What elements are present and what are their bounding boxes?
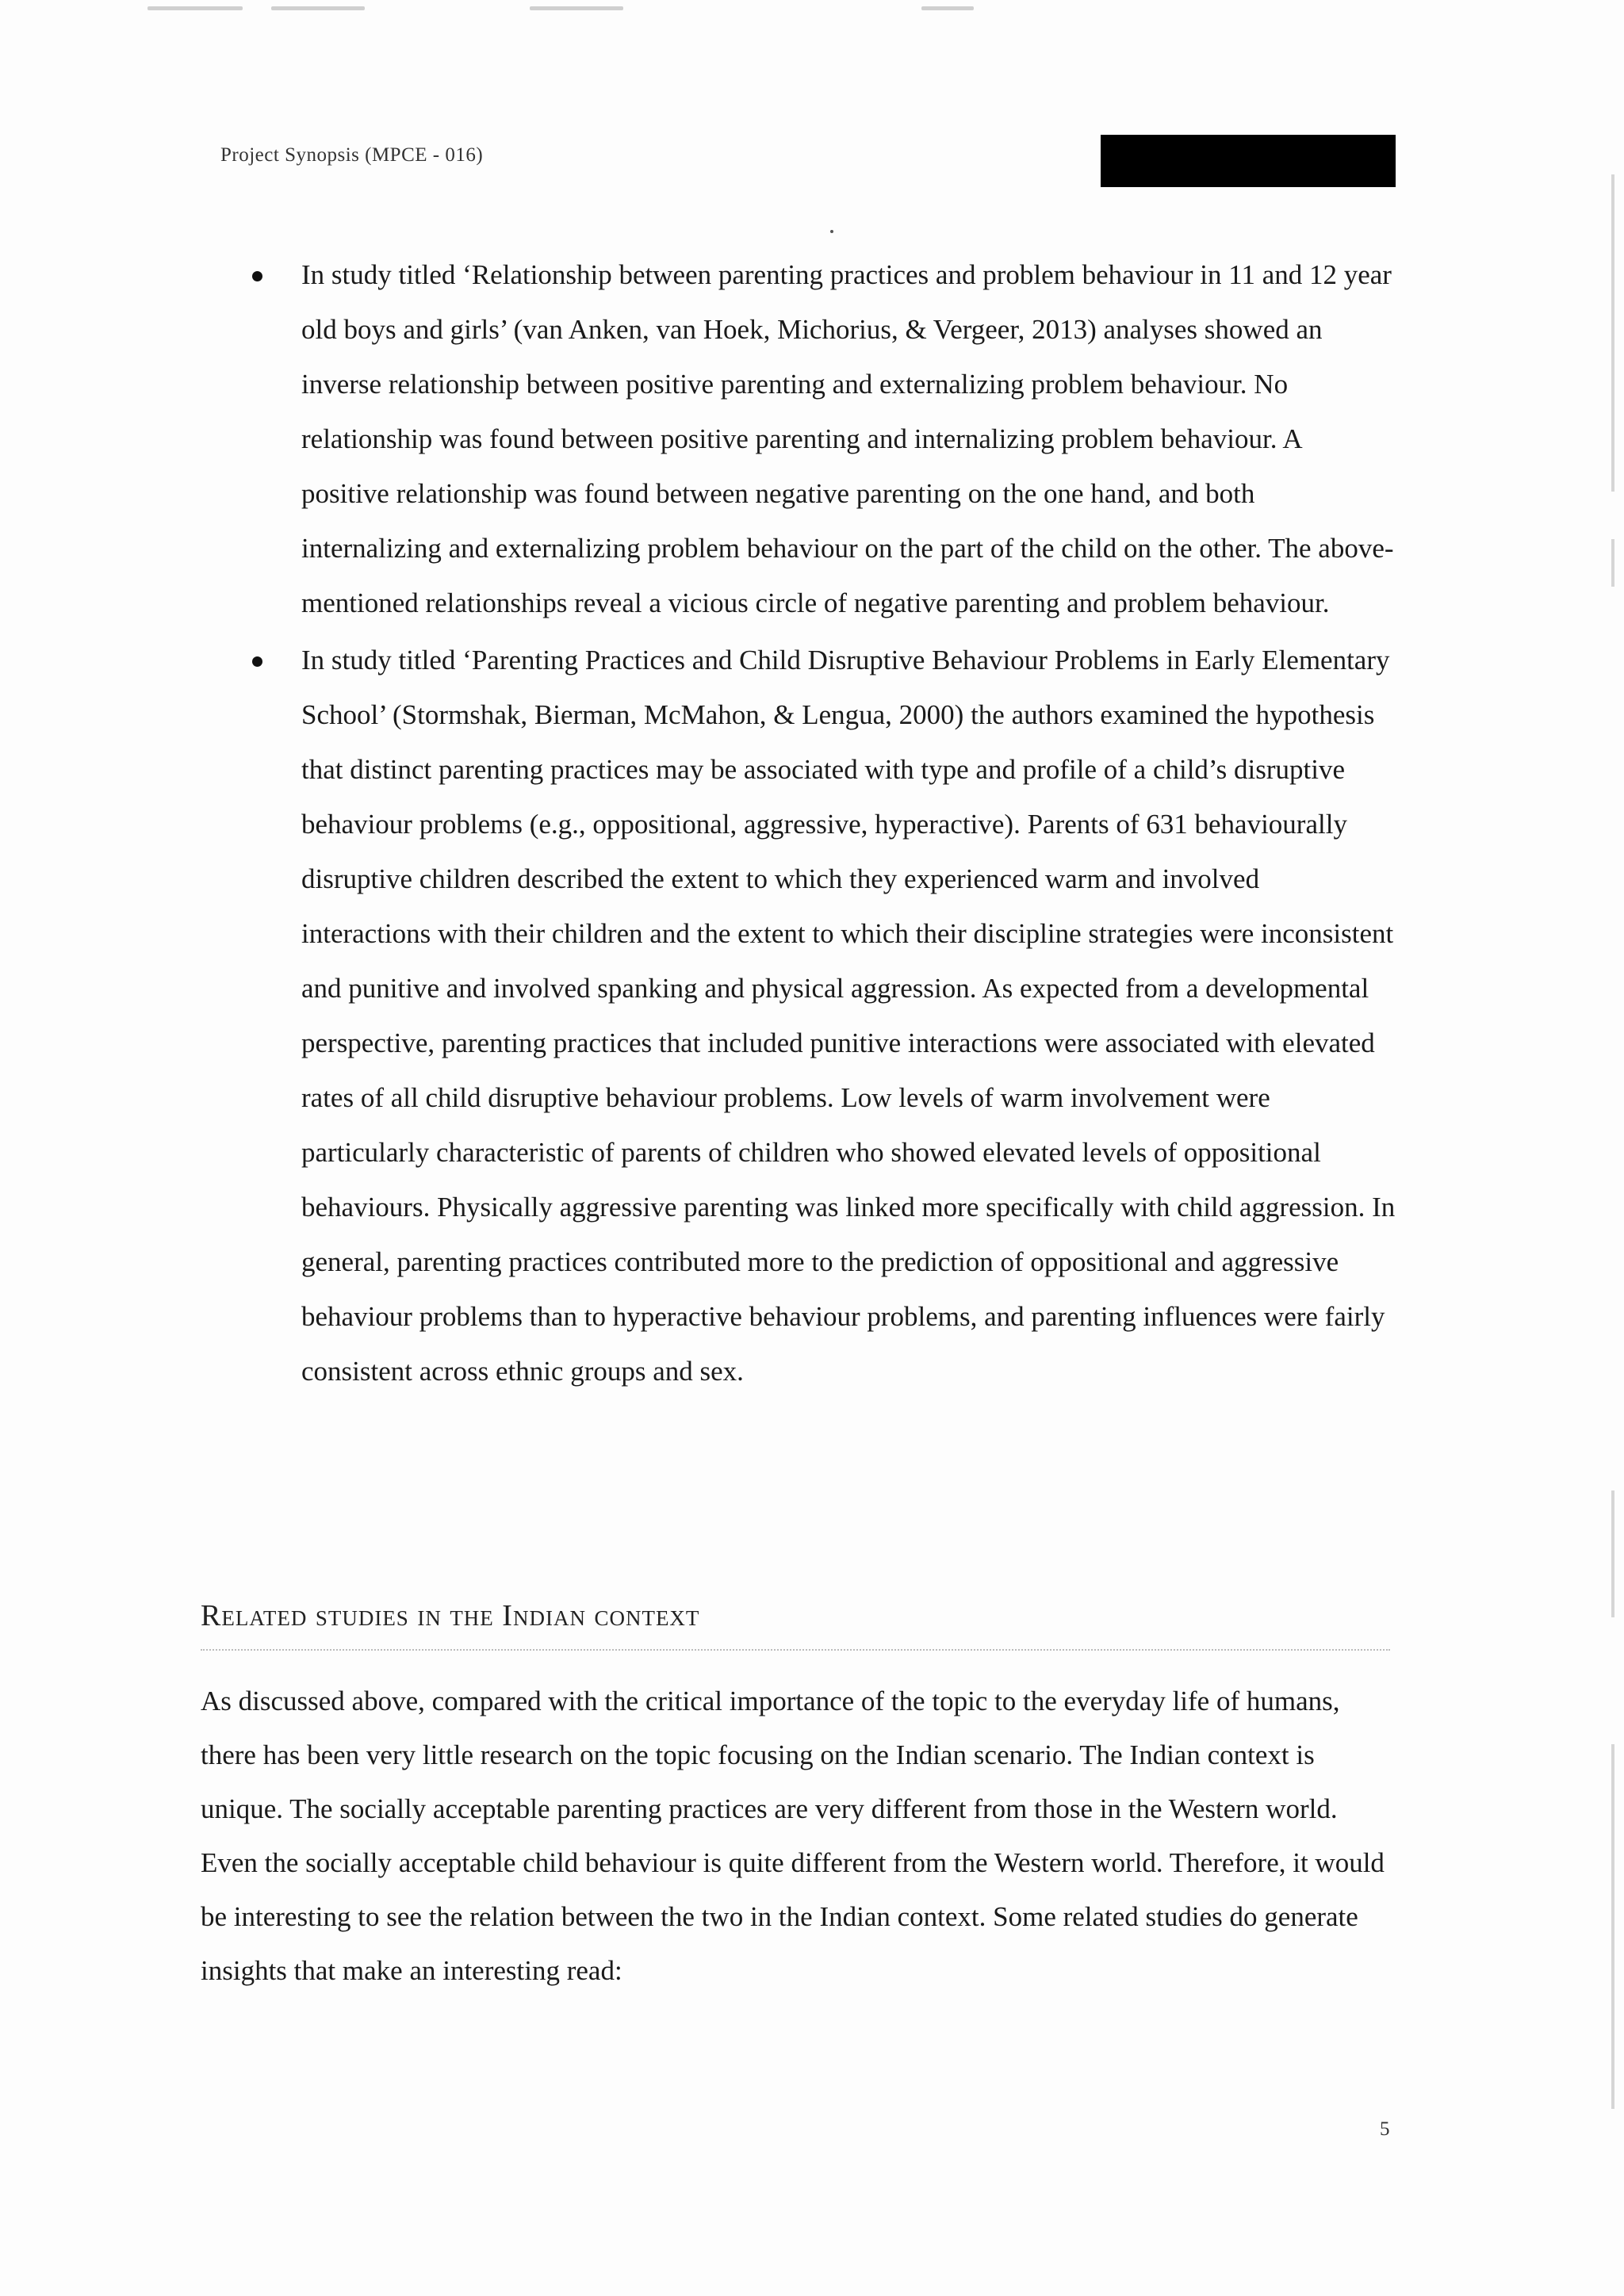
- scan-mark: [271, 6, 365, 10]
- section-heading: Related studies in the Indian context: [201, 1599, 700, 1632]
- bullet-list: [246, 247, 1396, 1401]
- bullet-icon: [252, 656, 262, 667]
- scan-edge-line: [1611, 1744, 1614, 2109]
- running-header: Project Synopsis (MPCE - 016): [220, 144, 484, 166]
- redaction-box: [1101, 135, 1396, 187]
- section-divider: [201, 1649, 1390, 1651]
- scan-mark: [530, 6, 623, 10]
- scan-edge-line: [1611, 539, 1614, 587]
- scan-speck: [830, 230, 833, 233]
- page-number: 5: [1380, 2118, 1390, 2140]
- scan-edge-line: [1611, 1490, 1614, 1617]
- bullet-icon: [252, 271, 262, 281]
- bullet-item: [246, 633, 1396, 1399]
- bullet-text: In study titled ‘Parenting Practices and Child Disruptive Behaviour Problems in Early Elementary School’ (Stormshak, Bierman, McMahon, & Lengua, 2000) the authors examined the hypothesis that distinct parenting practices may be associated with type and profile of a child’s disruptive behaviour problems (e.g., oppositional, aggressive, hyperactive). Parents of 631 behaviourally disruptive children described the extent to which they experienced warm and involved interactions with their children and the extent to which their discipline strategies were inconsistent and punitive and involved spanking and physical aggression. As expected from a developmental perspective, parenting practices that included punitive interactions were associated with elevated rates of all child disruptive behaviour problems. Low levels of warm involvement were particularly characteristic of parents of children who showed elevated levels of oppositional behaviours. Physically aggressive parenting was linked more specifically with child aggression. In general, parenting practices contributed more to the prediction of oppositional and aggressive behaviour problems than to hyperactive behaviour problems, and parenting influences were fairly consistent across ethnic groups and sex.: [301, 645, 1396, 1387]
- scan-mark: [921, 6, 974, 10]
- scan-mark: [147, 6, 243, 10]
- bullet-text: In study titled ‘Relationship between parenting practices and problem behaviour in 11 and 12 year old boys and girls’ (van Anken, van Hoek, Michorius, & Vergeer, 2013) analyses showed an inverse relationship between positive parenting and externalizing problem behaviour. No relationship was found between positive parenting and internalizing problem behaviour. A positive relationship was found between negative parenting on the one hand, and both internalizing and externalizing problem behaviour on the part of the child on the other. The above-mentioned relationships reveal a vicious circle of negative parenting and problem behaviour.: [301, 259, 1394, 618]
- scan-edge-line: [1611, 174, 1614, 492]
- body-paragraph: As discussed above, compared with the critical importance of the topic to the everyday life of humans, there has been very little research on the topic focusing on the Indian scenario. The Indian context is unique. The socially acceptable parenting practices are very different from those in the Western world. Even the socially acceptable child behaviour is quite different from the Western world. Therefore, it would be interesting to see the relation between the two in the Indian context. Some related studies do generate insights that make an interesting read:: [201, 1686, 1385, 1986]
- bullet-item: [246, 247, 1396, 630]
